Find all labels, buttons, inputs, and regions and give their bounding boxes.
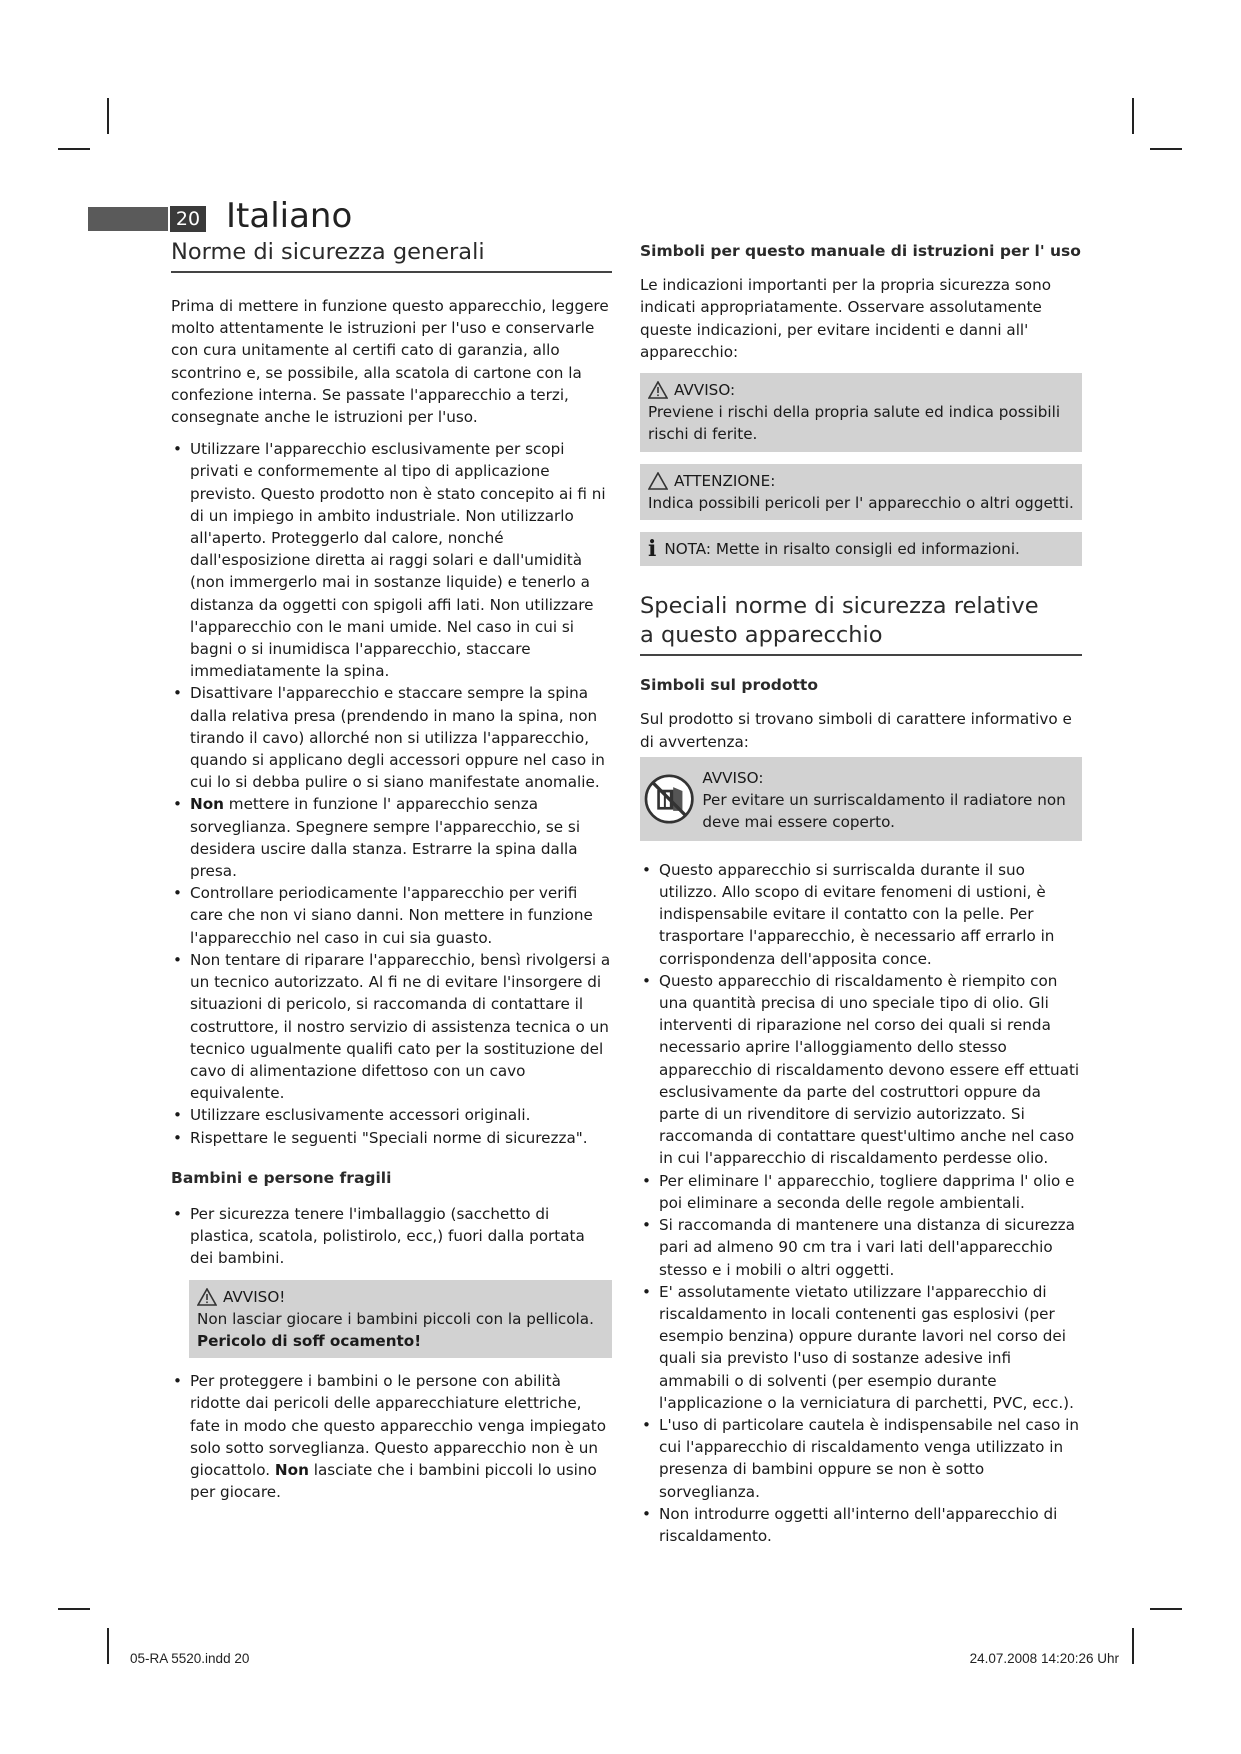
list-item	[171, 1370, 612, 1503]
intro-paragraph: Prima di mettere in funzione questo apparecchio, leggere molto attentamente le istruzioni per l'uso e conservarle con cura unitamente al certifi cato di garanzia, allo scontrino e, se possibile, alla scatola di cartone con la confezione interna. Se passate l'apparecchio a terzi, consegnate anche le istruzioni per l'uso.	[171, 297, 609, 427]
symbols-intro: Le indicazioni importanti per la propria sicurezza sono indicati appropriatamente. Osservare assolutamente queste indicazioni, per evitare incidenti e danni all' apparecchio:	[640, 276, 1052, 361]
symbol-title: AVVISO:	[702, 768, 764, 787]
list-item: • L'uso di particolare cautela è indispensabile nel caso in cui l'apparecchio di riscaldamento venga utilizzato in presenza di bambini oppure se non è sotto sorveglianza.	[640, 1414, 1082, 1503]
crop-mark	[1132, 1628, 1134, 1664]
avviso-text: Previene i rischi della propria salute ed indica possibili rischi di ferite.	[648, 403, 1061, 444]
nota-box	[640, 532, 1082, 566]
crop-mark	[107, 1628, 109, 1664]
list-item: • Non tentare di riparare l'apparecchio, bensì rivolgersi a un tecnico autorizzato. Al fi ne di evitare l'insorgere di situazioni di pericolo, si raccomanda di contattare il costruttore, il nostro servizio di assistenza tecnica o un tecnico ugualmente qualifi cato per la sostituzione del cavo di alimentazione difettoso con un cavo equivalente.	[171, 949, 612, 1104]
crop-mark	[1150, 148, 1182, 150]
list-item: • E' assolutamente vietato utilizzare l'apparecchio di riscaldamento in locali contenenti gas esplosivi (per esempio benzina) oppure durante lavori nel corso dei quali sia previsto l'uso di sostanze adesive infi ammabili o di solventi (per esempio durante l'applicazione o la verniciatura di parchetti, PVC, ecc.).	[640, 1281, 1082, 1414]
list-item: • Utilizzare esclusivamente accessori originali.	[171, 1104, 612, 1126]
heading-line-1: Speciali norme di sicurezza relative	[640, 593, 1039, 620]
section-heading: Norme di sicurezza generali	[171, 238, 612, 273]
subheading: Bambini e persone fragili	[171, 1168, 392, 1187]
list-item: • Disattivare l'apparecchio e staccare sempre la spina dalla relativa presa (prendendo in mano la spina, non tirando il cavo) allorché non si utilizza l'apparecchio, quando si applicano degli accessori oppure nel caso in cui lo si debba pulire o si siano manifestate anomalie.	[171, 682, 612, 793]
attenzione-title-row	[648, 470, 1074, 492]
list-item: • Per sicurezza tenere l'imballaggio (sacchetto di plastica, scatola, polistirolo, ecc,) fuori dalla portata dei bambini.	[171, 1203, 612, 1270]
list-item	[171, 793, 612, 882]
attenzione-box	[640, 464, 1082, 520]
page-header	[88, 196, 688, 236]
page-number: 20	[168, 204, 208, 234]
info-icon: i	[648, 536, 657, 563]
warning-box	[189, 1280, 612, 1359]
list-item-text: Per proteggere i bambini o le persone con abilità ridotte dai pericoli delle apparecchiature elettriche, fate in modo che questo apparecchio venga impiegato solo sotto sorveglianza. Questo apparecchio non è un giocattolo.	[190, 1372, 607, 1479]
warning-title: AVVISO!	[223, 1287, 286, 1306]
product-symbols-intro: Sul prodotto si trovano simboli di carattere informativo e di avvertenza:	[640, 710, 1072, 751]
symbol-box	[640, 757, 1082, 841]
crop-mark	[107, 98, 109, 134]
warning-title-row	[197, 1286, 604, 1308]
footer-file: 05-RA 5520.indd 20	[130, 1651, 250, 1666]
list-item: • Si raccomanda di mantenere una distanza di sicurezza pari ad almeno 90 cm tra i vari lati dell'apparecchio stesso e i mobili o altri oggetti.	[640, 1214, 1082, 1281]
avviso-title: AVVISO:	[674, 381, 736, 400]
crop-mark	[1150, 1608, 1182, 1610]
symbol-text: Per evitare un surriscaldamento il radiatore non deve mai essere coperto.	[702, 791, 1066, 832]
list-item: • Utilizzare l'apparecchio esclusivamente per scopi privati e conformemente al tipo di applicazione previsto. Questo prodotto non è stato concepito ai fi ni di un impiego in ambito industriale. Non utilizzarlo all'aperto. Proteggerlo dal calore, nonché dall'esposizione diretta ai raggi solari e dall'umidità (non immergerlo mai in sostanze liquide) e tenerlo a distanza da oggetti con spigoli affi lati. Non utilizzare l'apparecchio con le mani umide. Nel caso in cui si bagni o si inumidisca l'apparecchio, staccare immediatamente la spina.	[171, 438, 612, 682]
attenzione-title: ATTENZIONE:	[674, 471, 776, 490]
bold-text: Non	[274, 1460, 309, 1479]
list-item: • Non introdurre oggetti all'interno dell'apparecchio di riscaldamento.	[640, 1503, 1082, 1547]
children-list-2	[171, 1370, 612, 1503]
list-item: • Per eliminare l' apparecchio, togliere dapprima l' olio e poi eliminare a seconda delle regole ambientali.	[640, 1170, 1082, 1214]
left-column	[171, 238, 612, 1513]
subheading: Simboli per questo manuale di istruzioni per l' uso	[640, 242, 1081, 260]
list-item: • Questo apparecchio si surriscalda durante il suo utilizzo. Allo scopo di evitare fenomeni di ustioni, è indispensabile evitare il contatto con la pelle. Per trasportare l'apparecchio, è necessario aff errarlo in corrispondenza dell'apposita conce.	[640, 859, 1082, 970]
language-title: Italiano	[226, 196, 353, 236]
device-safety-list	[640, 859, 1082, 1547]
symbol-content	[702, 761, 1074, 837]
subheading: Simboli sul prodotto	[640, 676, 818, 695]
avviso-title-row	[648, 379, 1074, 401]
heading-line-2: a questo apparecchio	[640, 622, 883, 649]
nota-label: NOTA:	[664, 540, 712, 559]
list-item-text: lasciate che i bambini piccoli lo usino per giocare.	[190, 1460, 597, 1502]
nota-line	[664, 538, 1020, 560]
warning-icon	[197, 1288, 217, 1306]
warning-bold: Pericolo di soff ocamento!	[197, 1331, 422, 1350]
warning-text: Non lasciar giocare i bambini piccoli con la pellicola.	[197, 1309, 594, 1328]
avviso-box	[640, 373, 1082, 452]
safety-list	[171, 438, 612, 1149]
crop-mark	[58, 148, 90, 150]
list-item-text: mettere in funzione l' apparecchio senza sorveglianza. Spegnere sempre l'apparecchio, se si desidera uscire dalla stanza. Estrarre la spina dalla presa.	[190, 795, 581, 881]
list-item: • Rispettare le seguenti "Speciali norme di sicurezza".	[171, 1127, 612, 1149]
list-item: • Controllare periodicamente l'apparecchio per verifi care che non vi siano danni. Non mettere in funzione l'apparecchio nel caso in cui sia guasto.	[171, 882, 612, 949]
warning-body	[197, 1308, 604, 1352]
crop-mark	[1132, 98, 1134, 134]
right-column	[640, 240, 1082, 1557]
warning-icon	[648, 381, 668, 399]
do-not-cover-icon	[644, 761, 694, 837]
section-heading	[640, 592, 1082, 656]
list-item: • Questo apparecchio di riscaldamento è riempito con una quantità precisa di uno speciale tipo di olio. Gli interventi di riparazione nel corso dei quali si renda necessario aprire l'alloggiamento dello stesso apparecchio di riscaldamento devono essere eff ettuati esclusivamente da parte del costruttori oppure da parte di un rivenditore di servizio autorizzato. Si raccomanda di contattare quest'ultimo anche nel caso in cui l'apparecchio di riscaldamento perdesse olio.	[640, 970, 1082, 1170]
attenzione-text: Indica possibili pericoli per l' apparecchio o altri oggetti.	[648, 493, 1074, 512]
crop-mark	[58, 1608, 90, 1610]
nota-text: Mette in risalto consigli ed informazioni.	[711, 540, 1020, 559]
footer-date: 24.07.2008 14:20:26 Uhr	[969, 1651, 1119, 1666]
children-list	[171, 1203, 612, 1270]
bold-text: Non	[190, 795, 224, 814]
caution-icon	[648, 472, 668, 490]
